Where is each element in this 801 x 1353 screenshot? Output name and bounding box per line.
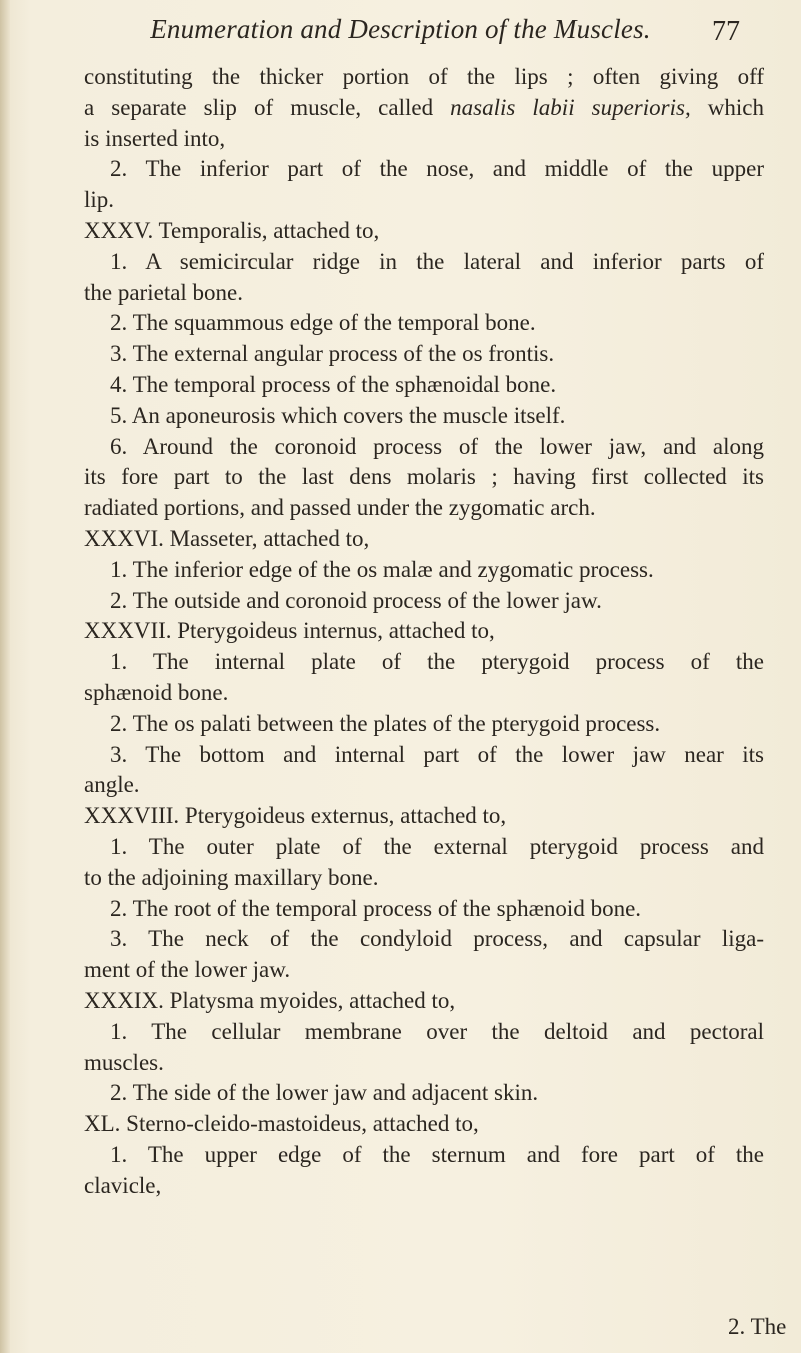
text-line: 3. The neck of the condyloid process, and capsular liga-: [110, 926, 764, 952]
text-line: XXXV. Temporalis, attached to,: [84, 217, 380, 243]
text-line: muscles.: [84, 1049, 164, 1075]
text-line: XL. Sterno-cleido-mastoideus, attached to,: [84, 1111, 479, 1137]
catchword: 2. The: [728, 1314, 787, 1339]
page-header: [0, 14, 801, 54]
page-gutter: [0, 0, 10, 1353]
text-line: 2. The os palati between the plates of the pterygoid process.: [110, 710, 661, 736]
text-line: 1. The cellular membrane over the deltoid and pectoral: [110, 1018, 764, 1044]
text-line: XXXVIII. Pterygoideus externus, attached to,: [84, 803, 507, 829]
text-segment: a separate slip of muscle, called: [84, 94, 451, 120]
text-line: 3. The bottom and internal part of the lower jaw near its: [110, 741, 764, 767]
text-line: 1. A semicircular ridge in the lateral and inferior parts of: [110, 248, 764, 274]
text-line: 1. The outer plate of the external pterygoid process and: [110, 833, 764, 859]
text-line: 2. The side of the lower jaw and adjacent skin.: [110, 1080, 539, 1106]
text-line: the parietal bone.: [84, 279, 244, 305]
text-line: ment of the lower jaw.: [84, 957, 291, 983]
text-line: radiated portions, and passed under the zygomatic arch.: [84, 495, 596, 521]
text-line: 2. The outside and coronoid process of the lower jaw.: [110, 587, 602, 613]
text-line: 1. The internal plate of the pterygoid process of the: [110, 649, 764, 675]
text-line: XXXIX. Platysma myoides, attached to,: [84, 987, 456, 1013]
text-line: 3. The external angular process of the os frontis.: [110, 341, 555, 367]
body-text: [84, 62, 764, 1201]
text-line: 2. The root of the temporal process of the sphænoid bone.: [110, 895, 642, 921]
text-line: clavicle,: [84, 1172, 162, 1198]
text-line: 1. The inferior edge of the os malæ and zygomatic process.: [110, 556, 654, 582]
text-line: 6. Around the coronoid process of the lower jaw, and along: [110, 433, 764, 459]
text-line: constituting the thicker portion of the lips ; often giving off: [84, 64, 764, 89]
text-line: 4. The temporal process of the sphænoidal bone.: [110, 371, 557, 397]
text-line: 2. The inferior part of the nose, and middle of the upper: [110, 156, 764, 182]
text-line: is inserted into,: [84, 125, 226, 151]
latin-term: nasalis labii superioris,: [450, 94, 691, 120]
text-line: 2. The squammous edge of the temporal bone.: [110, 310, 536, 336]
page-number: 77: [712, 16, 740, 47]
text-line: XXXVII. Pterygoideus internus, attached to,: [84, 618, 495, 644]
text-line: to the adjoining maxillary bone.: [84, 864, 379, 890]
text-line: XXXVI. Masseter, attached to,: [84, 525, 370, 551]
text-line: its fore part to the last dens molaris ; having first collected its: [84, 464, 764, 490]
text-line: [84, 93, 764, 124]
text-line: 1. The upper edge of the sternum and fore part of the: [110, 1141, 764, 1167]
text-line: 5. An aponeurosis which covers the muscle itself.: [110, 402, 566, 428]
text-line: lip.: [84, 187, 115, 213]
text-line: sphænoid bone.: [84, 679, 229, 705]
text-line: angle.: [84, 772, 140, 798]
running-head: Enumeration and Description of the Muscles.: [150, 14, 651, 44]
text-segment: which: [690, 94, 764, 120]
